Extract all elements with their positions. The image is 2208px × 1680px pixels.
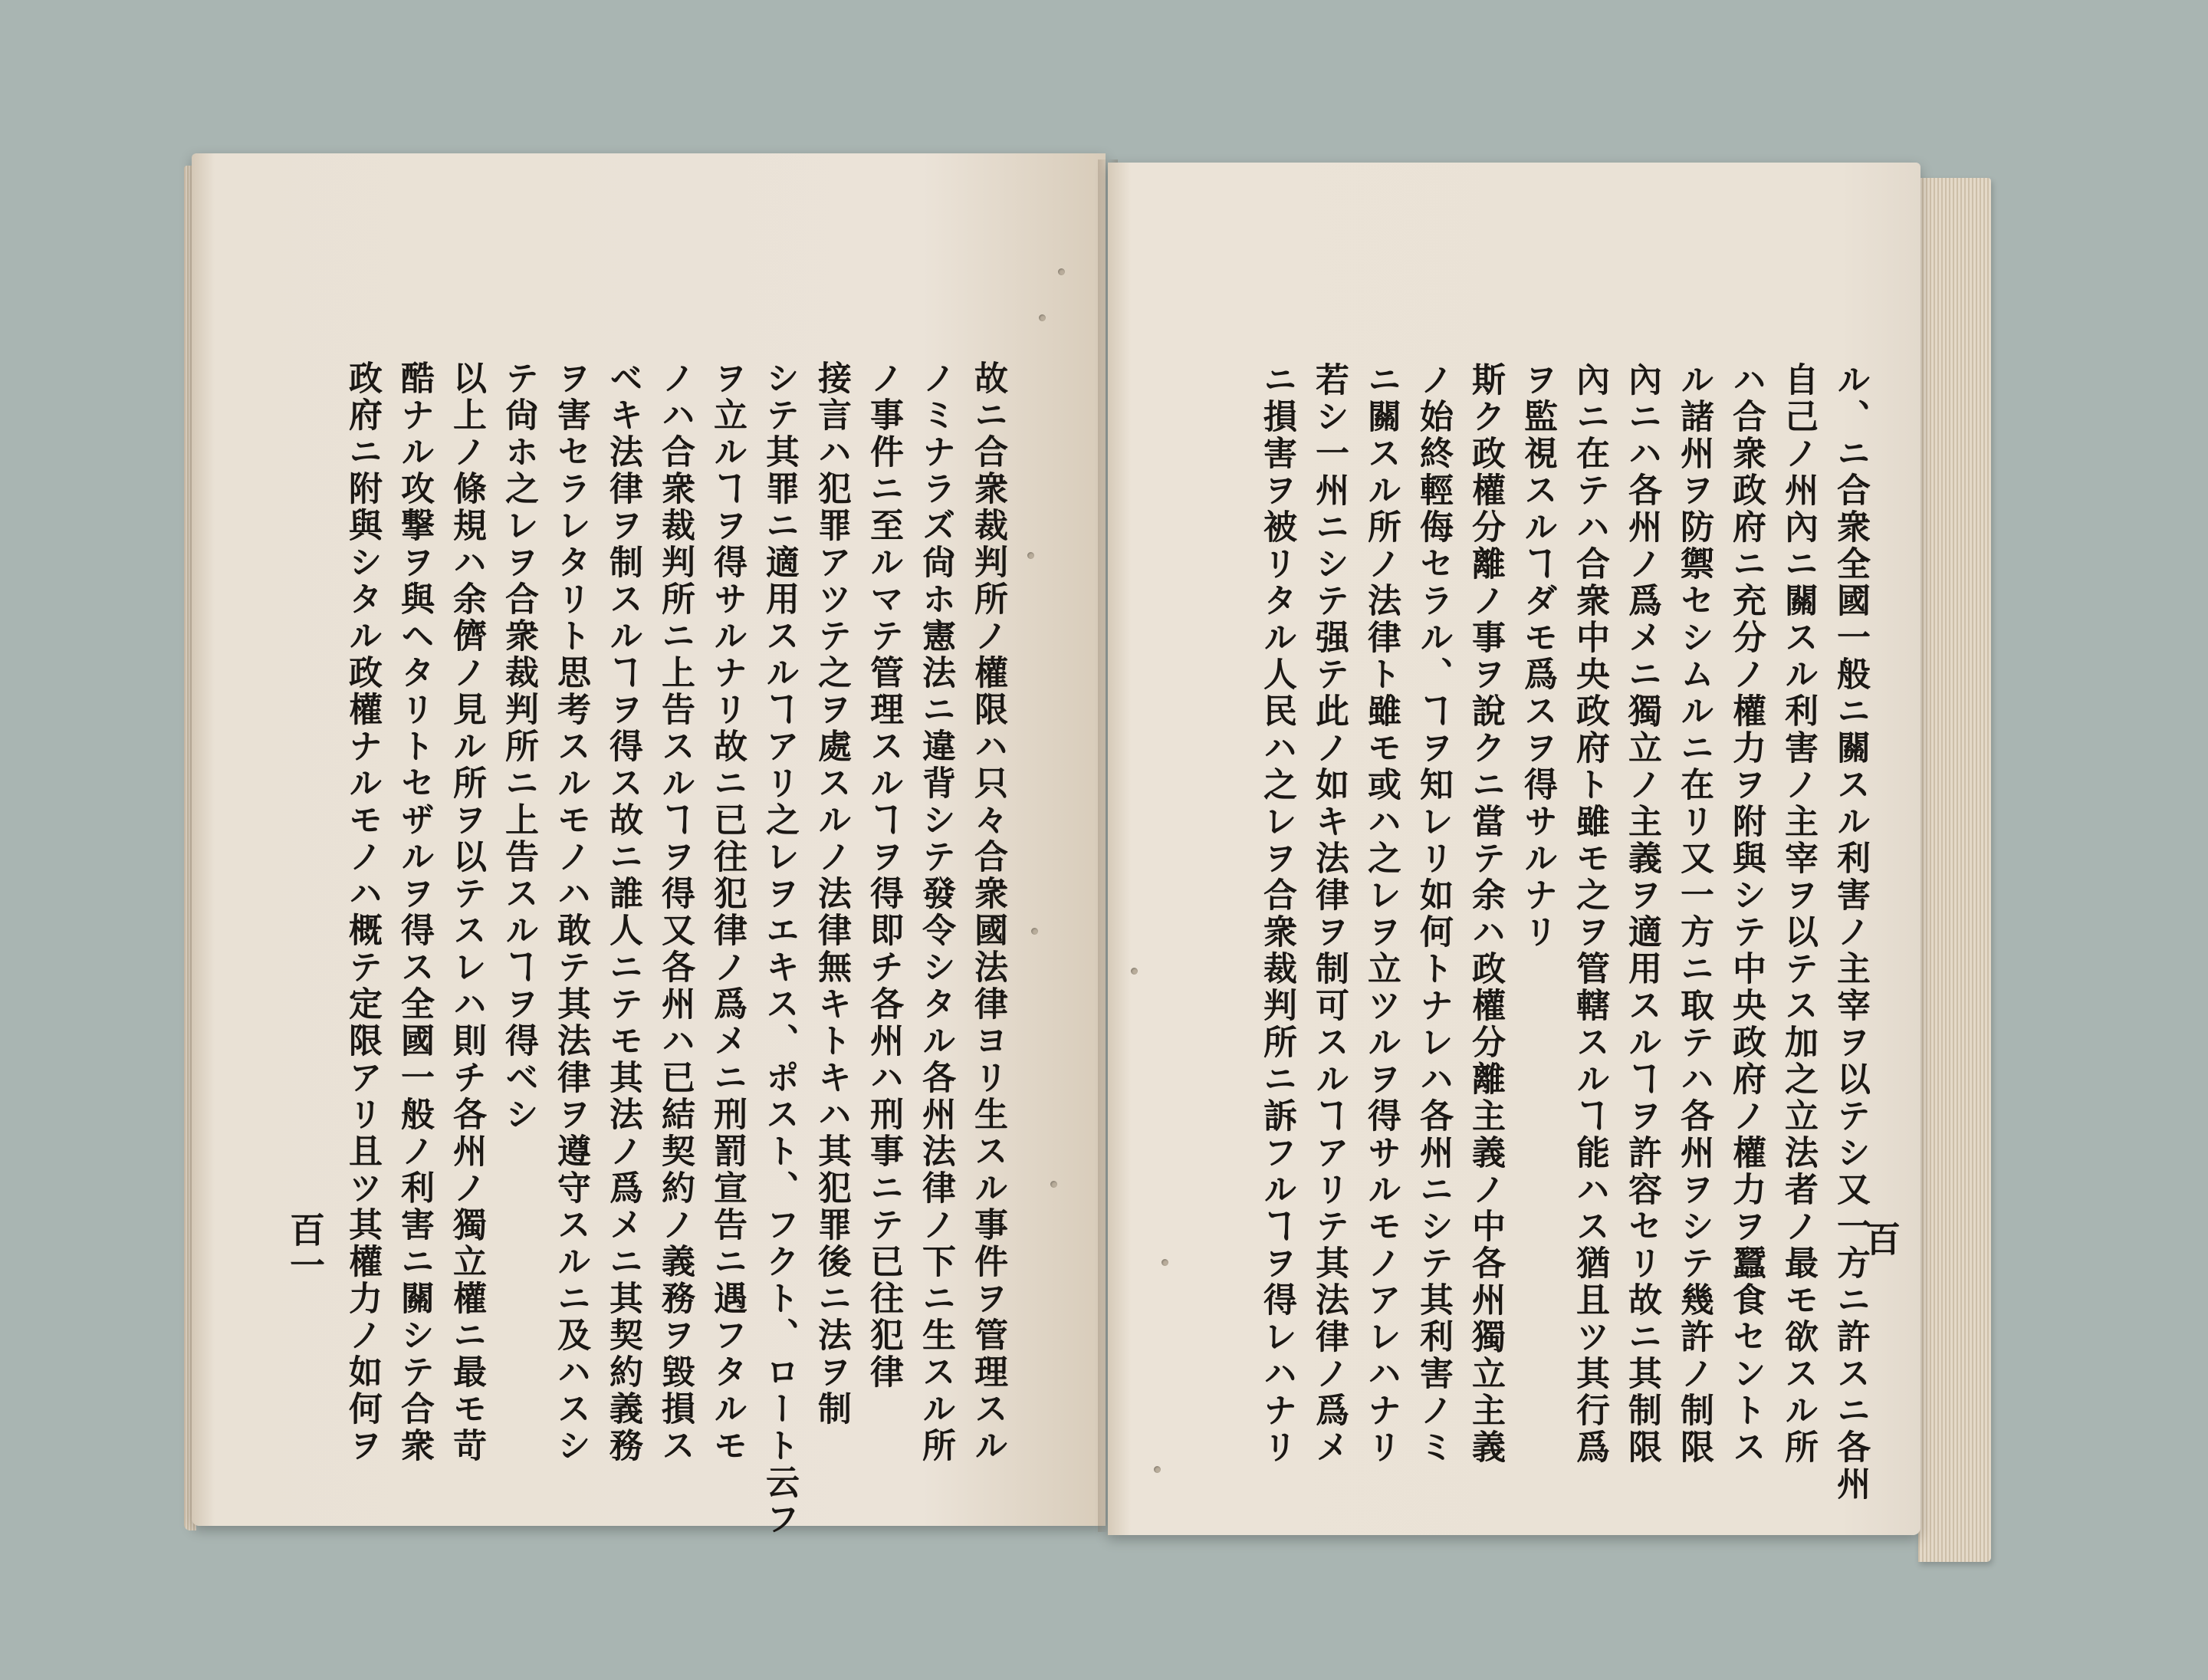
text-column: 若シ一州ニシテ强テ此ノ如キ法律ヲ制可スルヿアリテ其法律ノ爲メ: [1309, 362, 1349, 1466]
text-column: 故ニ合衆裁判所ノ權限ハ只々合衆國法律ヨリ生スル事件ヲ管理スル: [968, 360, 1007, 1465]
binding-hole: [1154, 1466, 1161, 1473]
text-column: ヲ監視スルヿダモ爲スヲ得サルナリ: [1518, 362, 1557, 951]
text-column: ル諸州ヲ防禦セシムルニ在リ又一方ニ取テハ各州ヲシテ幾許ノ制限: [1674, 362, 1714, 1466]
binding-hole: [1050, 1181, 1057, 1188]
binding-hole: [1027, 552, 1034, 559]
right-page-edges: [1918, 178, 1991, 1562]
text-column: テ尙ホ之レヲ合衆裁判所ニ上告スルヿヲ得ベシ: [499, 360, 538, 1133]
text-column: ノ始終輕侮セラル、ヿヲ知レリ如何トナレハ各州ニシテ其利害ノミ: [1414, 362, 1453, 1466]
open-book: [184, 150, 2039, 1569]
text-column: ニ關スル所ノ法律ト雖モ或ハ之レヲ立ツルヲ得サルモノアレハナリ: [1362, 362, 1401, 1466]
text-column: 自己ノ州內ニ關スル利害ノ主宰ヲ以テス加之立法者ノ最モ欲スル所: [1779, 362, 1818, 1466]
right-page: [1108, 163, 1921, 1535]
text-column: 政府ニ附與シタル政權ナルモノハ概テ定限アリ且ツ其權力ノ如何ヲ: [343, 360, 382, 1465]
binding-hole: [1131, 968, 1138, 975]
right-page-number: 百: [1860, 1221, 1901, 1256]
text-column: ノミナラズ尙ホ憲法ニ違背シテ發令シタル各州法律ノ下ニ生スル所: [916, 360, 955, 1465]
text-column: ハ合衆政府ニ充分ノ權力ヲ附與シテ中央政府ノ權力ヲ蠶食セントス: [1727, 362, 1766, 1466]
text-column: ニ損害ヲ被リタル人民ハ之レヲ合衆裁判所ニ訴フルヿヲ得レハナリ: [1257, 362, 1296, 1466]
text-column: 以上ノ條規ハ余儕ノ見ル所ヲ以テスレハ則チ各州ノ獨立權ニ最モ苛: [447, 360, 486, 1465]
text-column: ベキ法律ヲ制スルヿヲ得ス故ニ誰人ニテモ其法ノ爲メニ其契約義務: [603, 360, 642, 1465]
text-column: シテ其罪ニ適用スルヿアリ之レヲエキス、ポスト、フクト、ロート云フ: [760, 360, 799, 1538]
binding-hole: [1162, 1259, 1168, 1266]
binding-hole: [1058, 268, 1065, 275]
text-column: 內ニ在テハ合衆中央政府ト雖モ之ヲ管轄スルヿ能ハス猶且ツ其行爲: [1570, 362, 1609, 1466]
text-column: 內ニハ各州ノ爲メニ獨立ノ主義ヲ適用スルヿヲ許容セリ故ニ其制限: [1622, 362, 1661, 1466]
text-column: 斯ク政權分離ノ事ヲ說クニ當テ余ハ政權分離主義ノ中各州獨立主義: [1466, 362, 1505, 1466]
binding-hole: [1039, 314, 1046, 321]
left-page: [192, 153, 1106, 1538]
text-column: ル、ニ合衆全國一般ニ關スル利害ノ主宰ヲ以テシ又一方ニ許スニ各州: [1831, 362, 1870, 1503]
text-column: ノハ合衆裁判所ニ上告スルヿヲ得又各州ハ已結契約ノ義務ヲ毀損ス: [656, 360, 695, 1465]
text-column: 酷ナル攻撃ヲ與ヘタリトセザルヲ得ス全國一般ノ利害ニ關シテ合衆: [395, 360, 434, 1465]
text-column: 接言ハ犯罪アツテ之ヲ處スルノ法律無キトキハ其犯罪後ニ法ヲ制: [812, 360, 851, 1428]
text-column: ヲ害セラレタリト思考スルモノハ敢テ其法律ヲ遵守スルニ及ハスシ: [551, 360, 590, 1465]
text-column: ノ事件ニ至ルマテ管理スルヿヲ得即チ各州ハ刑事ニテ已往犯律: [864, 360, 903, 1391]
left-page-number: 百一: [284, 1212, 326, 1282]
binding-hole: [1031, 928, 1038, 935]
text-column: ヲ立ルヿヲ得サルナリ故ニ已往犯律ノ爲メニ刑罰宣告ニ遇フタルモ: [708, 360, 747, 1465]
